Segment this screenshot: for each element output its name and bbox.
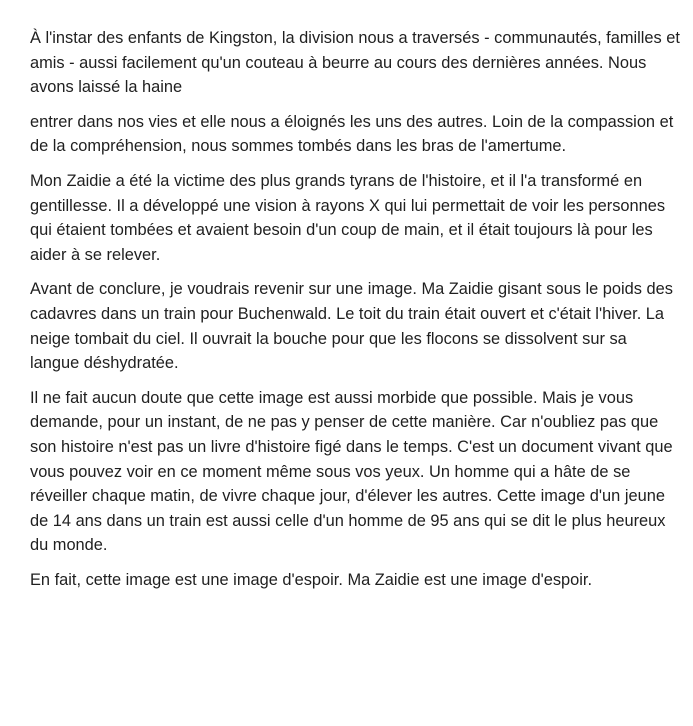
paragraph-3: Mon Zaidie a été la victime des plus grands tyrans de l'histoire, et il l'a transformé en gentillesse. Il a développé une vision à rayons X qui lui permettait de voir les personnes qui étaient tombées et avaient besoin d'un coup de main, et il était toujours là pour les aider à se relever. xyxy=(30,171,666,264)
paragraph-1: À l'instar des enfants de Kingston, la division nous a traversés - communautés, familles et amis - aussi facilement qu'un couteau à beurre au cours des dernières années. Nous avons laissé la haine xyxy=(30,29,680,97)
document-body xyxy=(30,26,680,602)
paragraph-2: entrer dans nos vies et elle nous a éloignés les uns des autres. Loin de la compassion et de la compréhension, nous sommes tombés dans les bras de l'amertume. xyxy=(30,112,674,156)
paragraph-5: Il ne fait aucun doute que cette image est aussi morbide que possible. Mais je vous demande, pour un instant, de ne pas y penser de cette manière. Car n'oubliez pas que son histoire n'est pas un livre d'histoire figé dans le temps. C'est un document vivant que vous pouvez voir en ce moment même sous vos yeux. Un homme qui a hâte de se réveiller chaque matin, de vivre chaque jour, d'élever les autres. Cette image d'un jeune de 14 ans dans un train est aussi celle d'un homme de 95 ans qui se dit le plus heureux du monde. xyxy=(30,388,673,555)
paragraph-4: Avant de conclure, je voudrais revenir sur une image. Ma Zaidie gisant sous le poids des cadavres dans un train pour Buchenwald. Le toit du train était ouvert et c'était l'hiver. La neige tombait du ciel. Il ouvrait la bouche pour que les flocons se dissolvent sur sa langue déshydratée. xyxy=(30,280,673,373)
paragraph-6: En fait, cette image est une image d'espoir. Ma Zaidie est une image d'espoir. xyxy=(30,570,593,589)
